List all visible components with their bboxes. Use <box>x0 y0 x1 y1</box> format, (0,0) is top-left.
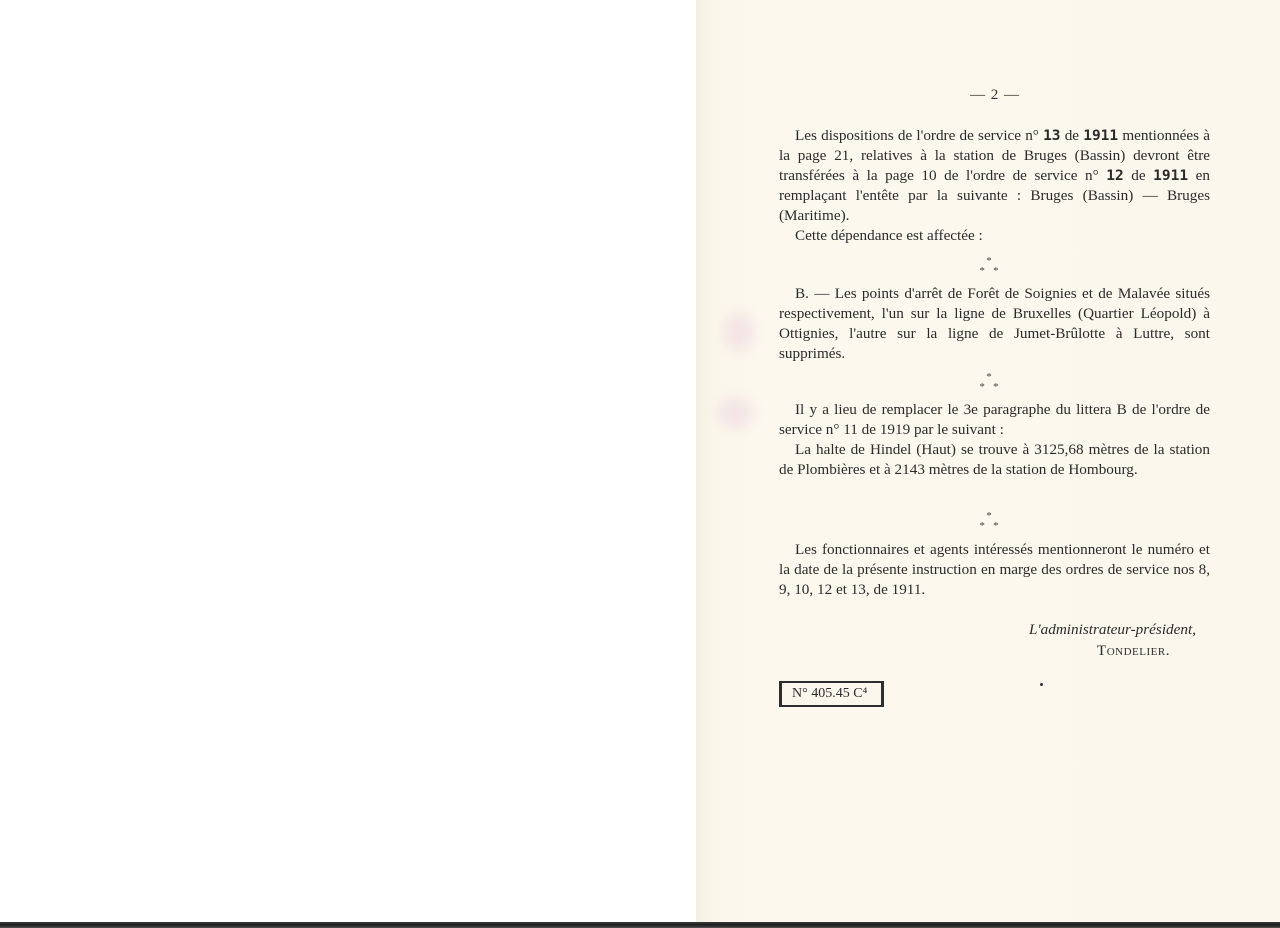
bold-number: 1911 <box>1083 128 1119 144</box>
paragraph-b <box>779 284 1210 364</box>
text-segment: Cette dépendance est affectée : <box>795 227 983 244</box>
paragraph-text <box>779 540 1210 600</box>
paragraph-hindel <box>779 400 1210 480</box>
asterism-divider <box>959 511 1019 533</box>
bold-number: 12 <box>1106 168 1124 184</box>
signatory-title: L'administrateur-président, <box>1028 621 1196 638</box>
asterism-star: * <box>986 371 992 383</box>
paragraph-text <box>779 440 1210 480</box>
asterism-star: * <box>979 381 985 393</box>
reference-stamp: N° 405.45 C⁴ <box>779 681 884 707</box>
asterism-divider <box>959 256 1019 278</box>
text-segment: mentionnées à la page 21, relatives à la station de Bruges (Bassin) devront être transférées à la page 10 de l'ordre de service n° <box>779 127 1210 184</box>
paragraph-closing <box>779 540 1210 600</box>
paragraph-text <box>779 226 1210 246</box>
asterism-star: * <box>993 520 999 532</box>
paragraph-text <box>779 126 1210 226</box>
text-segment: en remplaçant l'entête par la suivante : Bruges (Bassin) — Bruges (Maritime). <box>779 167 1210 224</box>
asterism-divider <box>959 372 1019 394</box>
asterism-star: * <box>993 381 999 393</box>
text-segment: La halte de Hindel (Haut) se trouve à 3125,68 mètres de la station de Plombières et à 2143 mètres de la station de Hombourg. <box>779 441 1210 478</box>
scan-bottom-edge <box>0 922 1280 928</box>
text-segment: de <box>1123 167 1154 184</box>
bold-number: 13 <box>1043 128 1061 144</box>
paragraph-text <box>779 284 1210 364</box>
ink-dot <box>1040 683 1043 686</box>
asterism-star: * <box>979 520 985 532</box>
bold-number: 1911 <box>1153 168 1189 184</box>
ink-stain <box>718 398 754 428</box>
text-segment: de <box>1060 127 1084 144</box>
asterism-pair <box>959 266 1019 276</box>
page-number: — 2 — <box>970 87 1020 103</box>
text-segment: Les fonctionnaires et agents intéressés mentionneront le numéro et la date de la présente instruction en marge des ordres de service nos 8, 9, 10, 12 et 13, de 1911. <box>779 541 1210 598</box>
asterism-star: * <box>993 265 999 277</box>
text-segment: Les dispositions de l'ordre de service n° <box>795 127 1044 144</box>
paragraph-text <box>779 400 1210 440</box>
asterism-star: * <box>979 265 985 277</box>
ink-stain <box>724 312 754 352</box>
asterism-star: * <box>986 510 992 522</box>
paragraph-1 <box>779 126 1210 246</box>
asterism-pair <box>959 382 1019 392</box>
text-segment: Il y a lieu de remplacer le 3e paragraphe du littera B de l'ordre de service n° 11 de 1919 par le suivant : <box>779 401 1210 438</box>
text-segment: B. — Les points d'arrêt de Forêt de Soignies et de Malavée situés respectivement, l'un sur la ligne de Bruxelles (Quartier Léopold) à Ottignies, l'autre sur la ligne de Jumet-Brûlotte à Luttre, sont supprimés. <box>779 285 1210 362</box>
signature-block <box>900 620 1196 662</box>
signatory-name: Tondelier. <box>1096 642 1170 659</box>
asterism-star: * <box>986 255 992 267</box>
asterism-pair <box>959 521 1019 531</box>
